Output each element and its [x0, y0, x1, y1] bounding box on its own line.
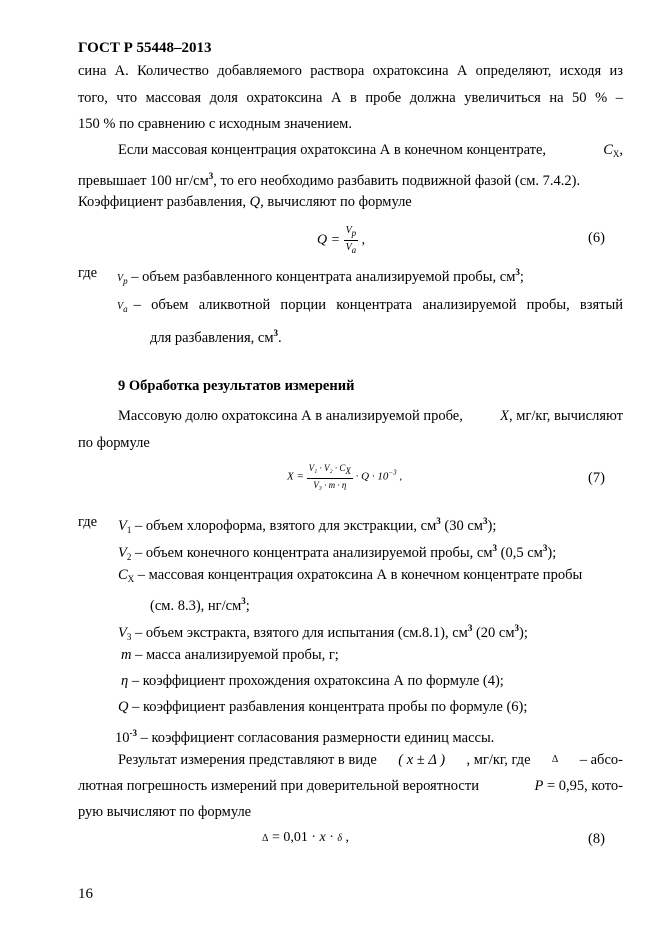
- section-heading: 9 Обработка результатов измерений: [118, 378, 355, 394]
- definition-v3: $V_3$ – объем экстракта, взятого для испытания (см.8.1), $см^3$ (20 $см^3$);: [118, 623, 528, 642]
- paragraph-line: превышает 100 $нг/см^3$, то его необходимо разбавить подвижной фазой (см. 7.4.2).: [78, 171, 581, 189]
- formula-8: Δ = 0,01 · x · δ ,: [262, 830, 350, 845]
- definition-q: Q – коэффициент разбавления концентрата пробы по формуле (6);: [118, 699, 528, 715]
- where-label: где: [78, 265, 98, 281]
- formula-6: Q = $\frac{Vp}{Va}$ ,: [317, 225, 366, 255]
- equation-number: (7): [588, 470, 605, 486]
- where-label: где: [78, 514, 98, 530]
- paragraph-line: Массовую долю охратоксина А в анализируемой пробе, X, мг/кг, вычисляют: [118, 408, 623, 424]
- fraction: $\frac{Vp}{Va}$: [345, 225, 357, 255]
- paragraph-text: Если массовая концентрация охратоксина А в конечном концентрате,: [118, 142, 547, 158]
- page-number: 16: [78, 886, 93, 902]
- formula-7: X = $\frac{\text{V₁ · V₂ · CX}}{\text{V₃ · m · η}}$ · $Q \cdot 10^{-3}$ ,: [287, 463, 403, 490]
- definition-va: $V_a$ – объем аликвотной порции концентрата анализируемой пробы, взятый: [117, 297, 623, 314]
- paragraph-line: по формуле: [78, 435, 150, 451]
- equation-number: (8): [588, 831, 605, 847]
- paragraph-line: сина А. Количество добавляемого раствора охратоксина А определяют, исходя из: [78, 63, 623, 79]
- definition-vp: $V_p$ – объем разбавленного концентрата анализируемой пробы, $см^3$;: [117, 267, 524, 286]
- equation-number: (6): [588, 230, 605, 246]
- paragraph-line: того, что массовая доля охратоксина А в пробе должна увеличиться на 50 % –: [78, 90, 623, 106]
- paragraph-line: 150 % по сравнению с исходным значением.: [78, 116, 352, 132]
- paragraph-line: Результат измерения представляют в виде ( x ± Δ ) , мг/кг, где Δ – абсо-: [118, 752, 623, 768]
- paragraph-text: , то его необходимо разбавить подвижной фазой (см. 7.4.2).: [213, 173, 581, 189]
- paragraph-line: лютная погрешность измерений при доверительной вероятности P = 0,95, кото-: [78, 778, 623, 794]
- definition-10: $10^{-3}$ – коэффициент согласования размерности единиц массы.: [115, 728, 495, 746]
- fraction: $\frac{\text{V₁ · V₂ · CX}}{\text{V₃ · m · η}}$: [308, 463, 351, 490]
- variable-cx: $C_X$,: [603, 142, 623, 159]
- paragraph-line: Коэффициент разбавления, Q, вычисляют по формуле: [78, 194, 412, 210]
- definition-v1: $V_1$ – объем хлороформа, взятого для экстракции, $см^3$ (30 $см^3$);: [118, 516, 497, 535]
- standard-header: ГОСТ Р 55448–2013: [78, 40, 212, 56]
- definition-m: m – масса анализируемой пробы, г;: [121, 647, 339, 663]
- definition-v2: $V_2$ – объем конечного концентрата анализируемой пробы, $см^3$ (0,5 $см^3$);: [118, 543, 557, 562]
- paragraph-line: рую вычисляют по формуле: [78, 804, 252, 820]
- definition-cx: $C_X$ – массовая концентрация охратоксина А в конечном концентрате пробы: [118, 567, 583, 584]
- definition-eta: η – коэффициент прохождения охратоксина А по формуле (4);: [121, 673, 504, 689]
- paragraph-text: превышает 100 нг/см: [78, 173, 209, 189]
- definition-cx-cont: (см. 8.3), $нг/см^3$;: [150, 596, 250, 614]
- definition-va-cont: для разбавления, $см^3$.: [150, 328, 282, 346]
